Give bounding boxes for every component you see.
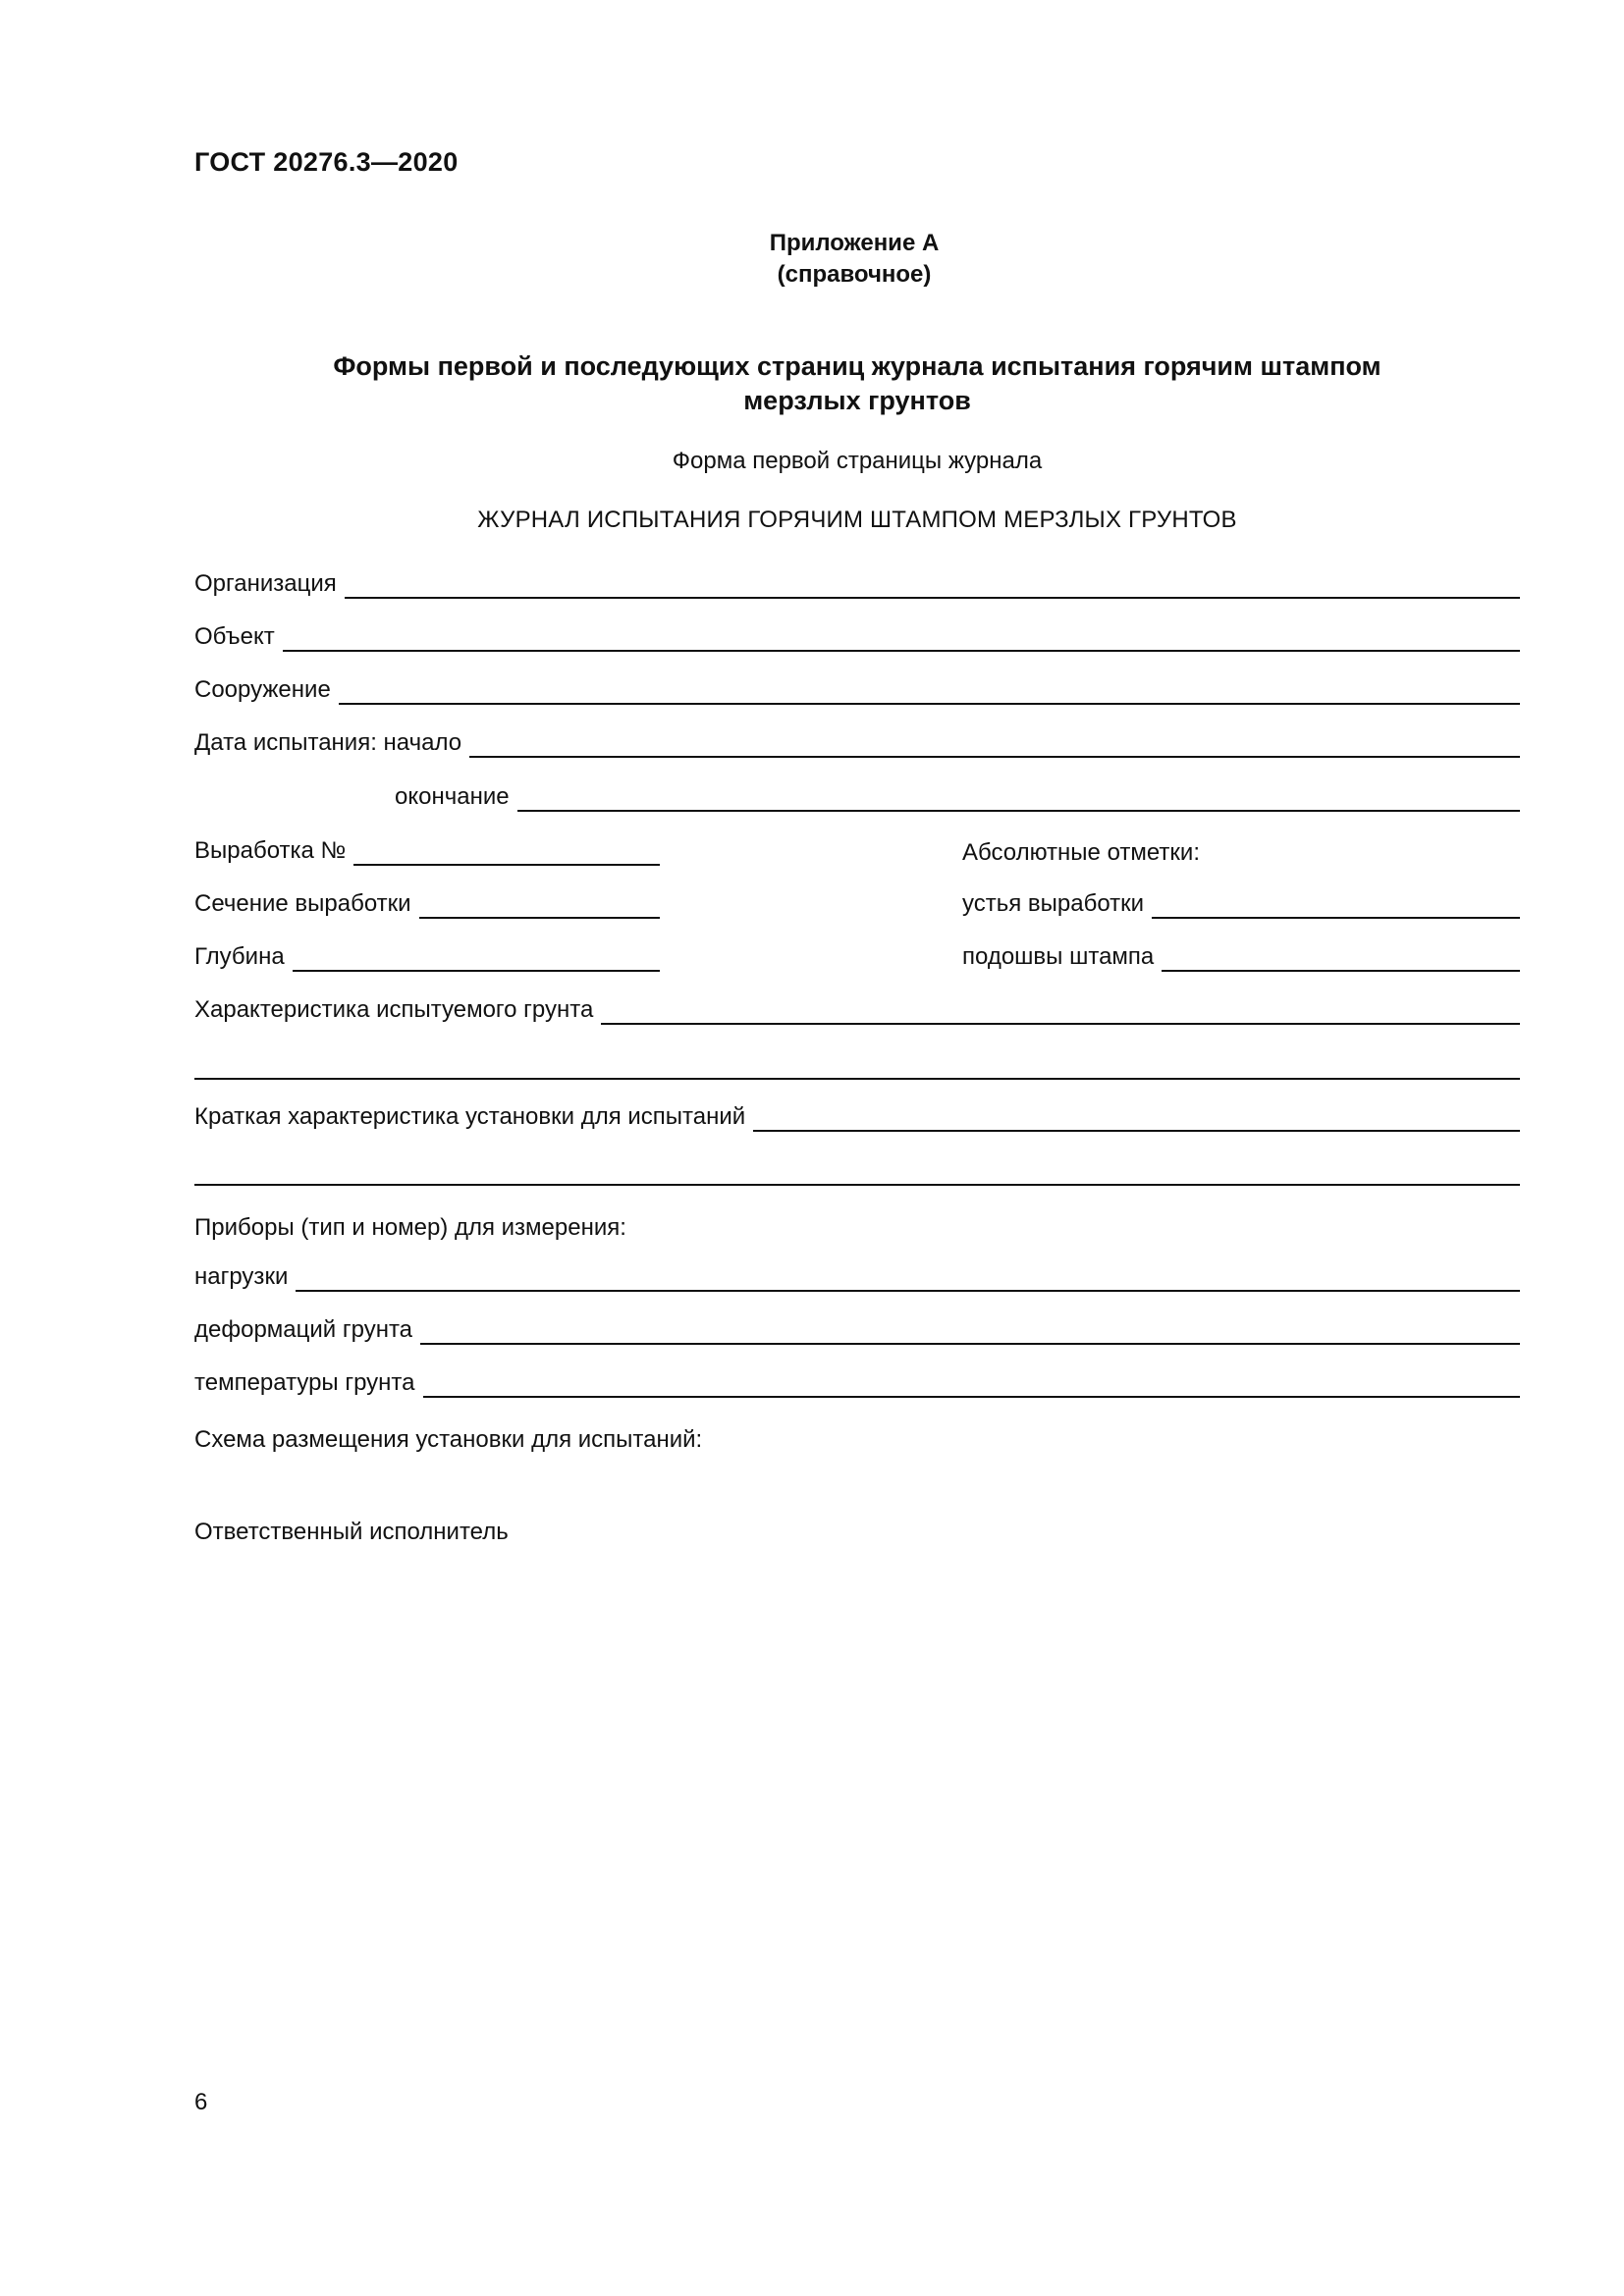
setup-characteristics-blank [753, 1104, 1520, 1132]
setup-layout-label: Схема размещения установки для испытаний: [194, 1426, 703, 1453]
mouth-field [962, 887, 1520, 921]
page-title [194, 349, 1520, 418]
soil-deformation-blank [420, 1317, 1520, 1345]
stamp-base-field [962, 940, 1520, 974]
excavation-section-blank [419, 891, 660, 919]
stamp-base-label: подошвы штампа [962, 943, 1155, 970]
excavation-number-label: Выработка № [194, 837, 347, 864]
form-caption: Форма первой страницы журнала [672, 448, 1043, 474]
soil-characteristics-field [194, 993, 1520, 1027]
annex-type: (справочное) [777, 261, 932, 288]
depth-label: Глубина [194, 943, 285, 970]
structure-label: Сооружение [194, 676, 331, 703]
object-blank [283, 624, 1520, 652]
stamp-base-blank [1162, 944, 1520, 972]
test-date-start-label: Дата испытания: начало [194, 729, 462, 756]
soil-characteristics-blank-line-2 [194, 1078, 1520, 1080]
instruments-label: Приборы (тип и номер) для измерения: [194, 1214, 626, 1241]
soil-deformation-label: деформаций грунта [194, 1316, 413, 1343]
structure-field [194, 673, 1520, 707]
organization-blank [345, 571, 1520, 599]
responsible-label: Ответственный исполнитель [194, 1519, 509, 1545]
setup-characteristics-label: Краткая характеристика установки для испытаний [194, 1103, 746, 1130]
page-number: 6 [194, 2089, 208, 2115]
excavation-section-field [194, 887, 660, 921]
absolute-marks-label: Абсолютные отметки: [962, 839, 1200, 866]
excavation-number-blank [353, 838, 660, 866]
organization-field [194, 567, 1520, 601]
setup-characteristics-field [194, 1100, 1520, 1134]
soil-temperature-label: температуры грунта [194, 1369, 415, 1396]
soil-temperature-blank [423, 1370, 1521, 1398]
load-blank [296, 1264, 1520, 1292]
load-field [194, 1260, 1520, 1294]
setup-characteristics-blank-line-2 [194, 1184, 1520, 1186]
mouth-label: устья выработки [962, 890, 1145, 917]
load-label: нагрузки [194, 1263, 289, 1290]
test-date-start-blank [469, 730, 1520, 758]
soil-characteristics-label: Характеристика испытуемого грунта [194, 996, 594, 1023]
annex-title: Приложение А [769, 230, 940, 256]
test-date-end-label: окончание [395, 783, 510, 810]
test-date-end-field [395, 780, 1520, 814]
excavation-section-label: Сечение выработки [194, 890, 411, 917]
mouth-blank [1152, 891, 1520, 919]
document-code: ГОСТ 20276.3—2020 [194, 147, 459, 177]
excavation-number-field [194, 834, 660, 868]
organization-label: Организация [194, 570, 337, 597]
soil-deformation-field [194, 1313, 1520, 1347]
object-field [194, 620, 1520, 654]
test-date-start-field [194, 726, 1520, 760]
structure-blank [339, 677, 1520, 705]
soil-characteristics-blank [601, 997, 1520, 1025]
test-date-end-blank [517, 784, 1520, 812]
annex-heading [535, 228, 1173, 291]
soil-temperature-field [194, 1366, 1520, 1400]
depth-field [194, 940, 660, 974]
page-title-line-1: Формы первой и последующих страниц журнала испытания горячим штампом [333, 351, 1381, 381]
page-title-line-2: мерзлых грунтов [743, 386, 971, 415]
object-label: Объект [194, 623, 275, 650]
journal-title: ЖУРНАЛ ИСПЫТАНИЯ ГОРЯЧИМ ШТАМПОМ МЕРЗЛЫХ ГРУНТОВ [477, 507, 1237, 533]
depth-blank [293, 944, 660, 972]
